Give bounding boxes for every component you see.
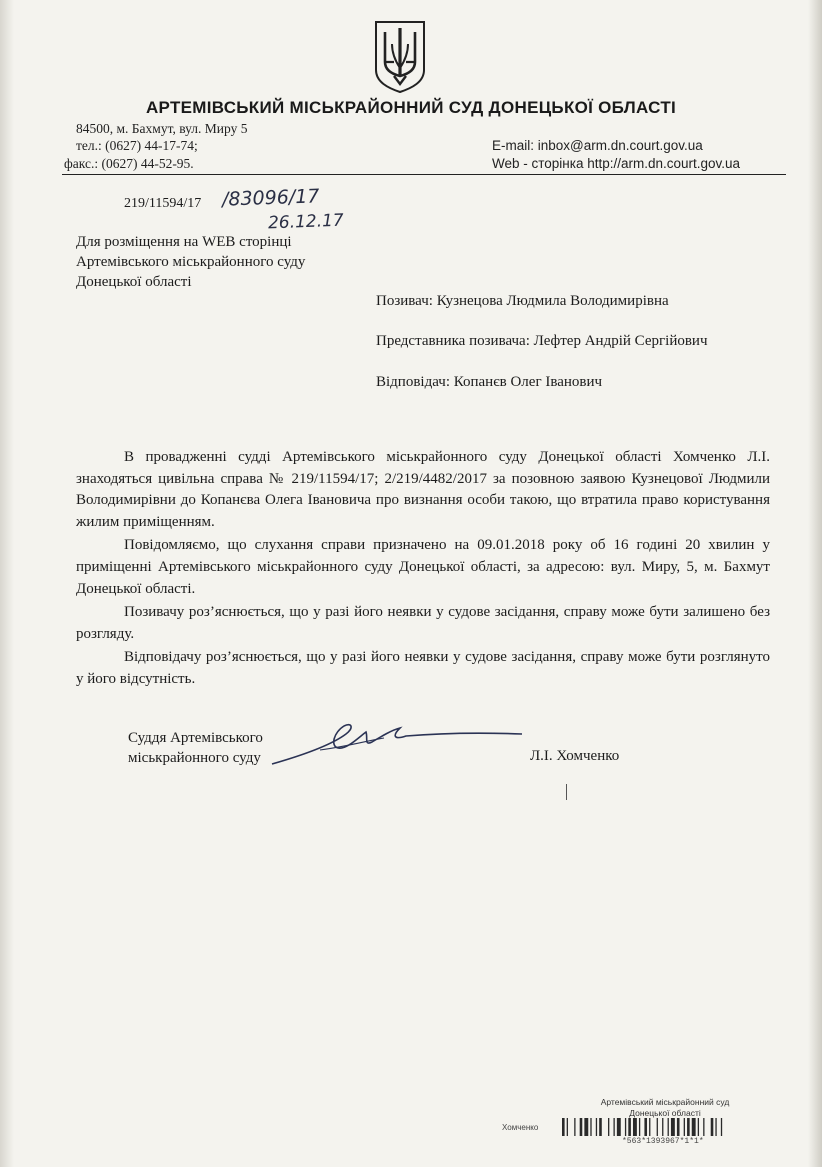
judge-title-line-2: міськрайонного суду <box>128 750 261 766</box>
court-phone: тел.: (0627) 44-17-74; <box>76 138 198 153</box>
defendant: Відповідач: Копанєв Олег Іванович <box>376 374 603 390</box>
notice-paragraph-4: Відповідачу роз’яснюється, що у разі його неявки у судове засідання, справу може бути розглянуто у його відсутність. <box>76 649 770 687</box>
notice-paragraph-2: Повідомляємо, що слухання справи призначено на 09.01.2018 року об 16 годині 20 хвилин у приміщенні Артемівського міськрайонного суду Донецької області, за адресою: вул. Миру, 5, м. Бахмут Донецької області. <box>76 537 770 597</box>
plaintiff-representative: Представника позивача: Лефтер Андрій Сергійович <box>376 333 708 349</box>
stamp-court-line-2: Донецької області <box>629 1108 701 1118</box>
court-website: Web - сторінка http://arm.dn.court.gov.ua <box>492 156 741 171</box>
judge-title <box>128 728 263 768</box>
barcode-number: *563*1393967*1*1* <box>622 1137 704 1146</box>
coat-of-arms-icon <box>372 18 428 94</box>
case-number: 219/11594/17 <box>124 196 202 211</box>
judge-title-line-1: Суддя Артемівського <box>128 730 263 746</box>
court-fax: факс.: (0627) 44-52-95. <box>64 156 194 171</box>
scan-edge-right <box>808 0 822 1167</box>
pen-mark <box>566 784 567 800</box>
handwritten-registration-date: 26.12.17 <box>267 210 345 234</box>
court-email: E-mail: inbox@arm.dn.court.gov.ua <box>492 138 703 153</box>
notice-body <box>76 447 770 691</box>
barcode <box>562 1118 802 1136</box>
recipient-line-1: Для розміщення на WEB сторінці <box>76 234 292 250</box>
recipient-line-3: Донецької області <box>76 274 192 290</box>
handwritten-registration-number: /83096/17 <box>221 185 320 211</box>
notice-paragraph-1: В провадженні судді Артемівського міськрайонного суду Донецької області Хомченко Л.І. знаходяться цивільна справа № 219/11594/17; 2/219/4482/2017 за позовною заявою Кузнецової Людмили Володимирівни до Копанєва Олега Івановича про визнання особи такою, що втратила право користування жилим приміщенням. <box>76 449 770 530</box>
stamp-court-line-1: Артемівський міськрайонний суд <box>600 1097 730 1107</box>
court-title: АРТЕМІВСЬКИЙ МІСЬКРАЙОННИЙ СУД ДОНЕЦЬКОЇ ОБЛАСТІ <box>145 98 677 117</box>
registration-stamp <box>560 1097 770 1119</box>
court-address: 84500, м. Бахмут, вул. Миру 5 <box>76 121 248 136</box>
stamp-judge-name: Хомченко <box>502 1123 539 1132</box>
recipient-block <box>76 232 305 292</box>
header-divider <box>62 174 786 175</box>
notice-paragraph-3: Позивачу роз’яснюється, що у разі його неявки у судове засідання, справу може бути залишено без розгляду. <box>76 604 770 642</box>
scan-edge-left <box>0 0 14 1167</box>
recipient-line-2: Артемівського міськрайонного суду <box>76 254 306 270</box>
judge-name: Л.І. Хомченко <box>530 748 620 764</box>
plaintiff: Позивач: Кузнецова Людмила Володимирівна <box>376 293 669 309</box>
handwritten-signature <box>260 712 530 772</box>
